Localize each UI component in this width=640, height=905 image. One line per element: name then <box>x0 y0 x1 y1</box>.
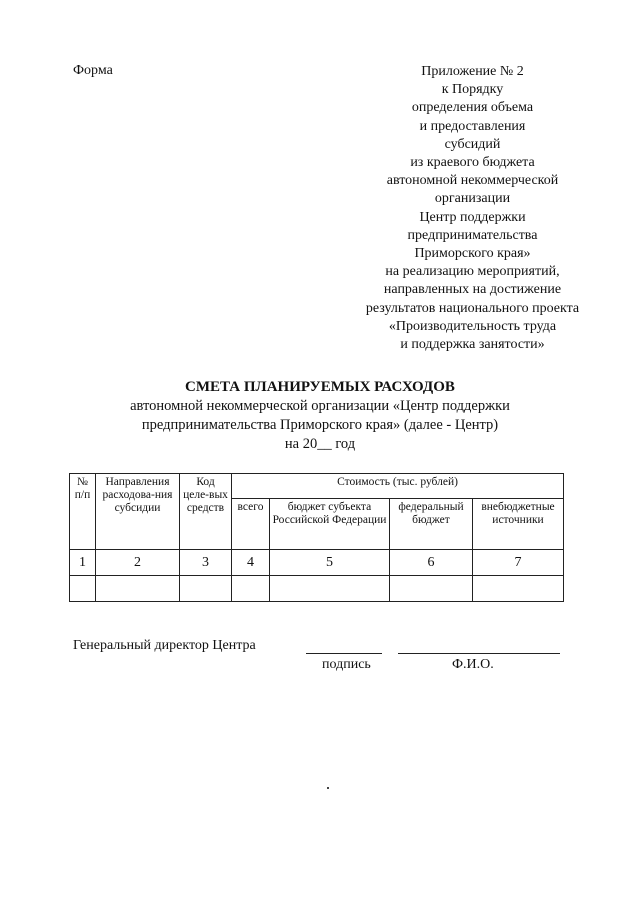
table-row <box>70 576 564 602</box>
appendix-line: результатов национального проекта <box>365 300 580 316</box>
header-federal-budget: федеральный бюджет <box>390 499 473 550</box>
signature-label: подпись <box>322 657 371 672</box>
table-cell <box>180 576 232 602</box>
appendix-line: субсидий <box>444 136 501 152</box>
title-line: автономной некоммерческой организации «Центр поддержки <box>130 398 510 414</box>
column-number: 4 <box>232 550 270 576</box>
form-label: Форма <box>73 63 113 78</box>
title-main: СМЕТА ПЛАНИРУЕМЫХ РАСХОДОВ <box>185 379 455 395</box>
table-cell <box>96 576 180 602</box>
appendix-line: «Производительность труда <box>388 318 557 334</box>
header-total: всего <box>232 499 270 550</box>
appendix-line: организации <box>434 191 511 207</box>
name-line <box>398 653 560 654</box>
column-number: 6 <box>390 550 473 576</box>
header-num: № п/п <box>70 474 96 550</box>
header-directions: Направления расходова-ния субсидии <box>96 474 180 550</box>
header-code: Код целе-вых средств <box>180 474 232 550</box>
header-extrabudgetary: внебюджетные источники <box>473 499 564 550</box>
table-cell <box>473 576 564 602</box>
appendix-line: и предоставления <box>419 118 526 134</box>
appendix-line: из краевого бюджета <box>410 155 535 171</box>
scan-dot <box>327 787 329 789</box>
appendix-line: предпринимательства <box>407 227 538 243</box>
appendix-block <box>330 63 615 354</box>
title-year: на 20__ год <box>284 436 356 452</box>
header-cost: Стоимость (тыс. рублей) <box>232 474 564 499</box>
appendix-line: Приморского края» <box>414 246 531 262</box>
name-label: Ф.И.О. <box>452 657 494 672</box>
column-number: 1 <box>70 550 96 576</box>
document-title <box>0 378 640 454</box>
appendix-line: Центр поддержки <box>419 209 526 225</box>
title-line: предпринимательства Приморского края» (далее - Центр) <box>141 417 499 433</box>
appendix-line: направленных на достижение <box>383 282 562 298</box>
appendix-line: определения объема <box>411 100 534 116</box>
column-numbers-row <box>70 550 564 576</box>
appendix-line: на реализацию мероприятий, <box>385 264 560 280</box>
column-number: 5 <box>270 550 390 576</box>
table-cell <box>70 576 96 602</box>
appendix-line: Приложение № 2 <box>421 64 524 79</box>
table-cell <box>390 576 473 602</box>
appendix-line: и поддержка занятости» <box>400 337 545 353</box>
estimate-table <box>69 473 564 602</box>
header-regional-budget: бюджет субъекта Российской Федерации <box>270 499 390 550</box>
director-title: Генеральный директор Центра <box>73 638 256 653</box>
table-cell <box>232 576 270 602</box>
column-number: 7 <box>473 550 564 576</box>
signature-line <box>306 653 382 654</box>
appendix-line: к Порядку <box>441 82 504 98</box>
column-number: 3 <box>180 550 232 576</box>
table-cell <box>270 576 390 602</box>
appendix-line: автономной некоммерческой <box>386 173 559 189</box>
column-number: 2 <box>96 550 180 576</box>
